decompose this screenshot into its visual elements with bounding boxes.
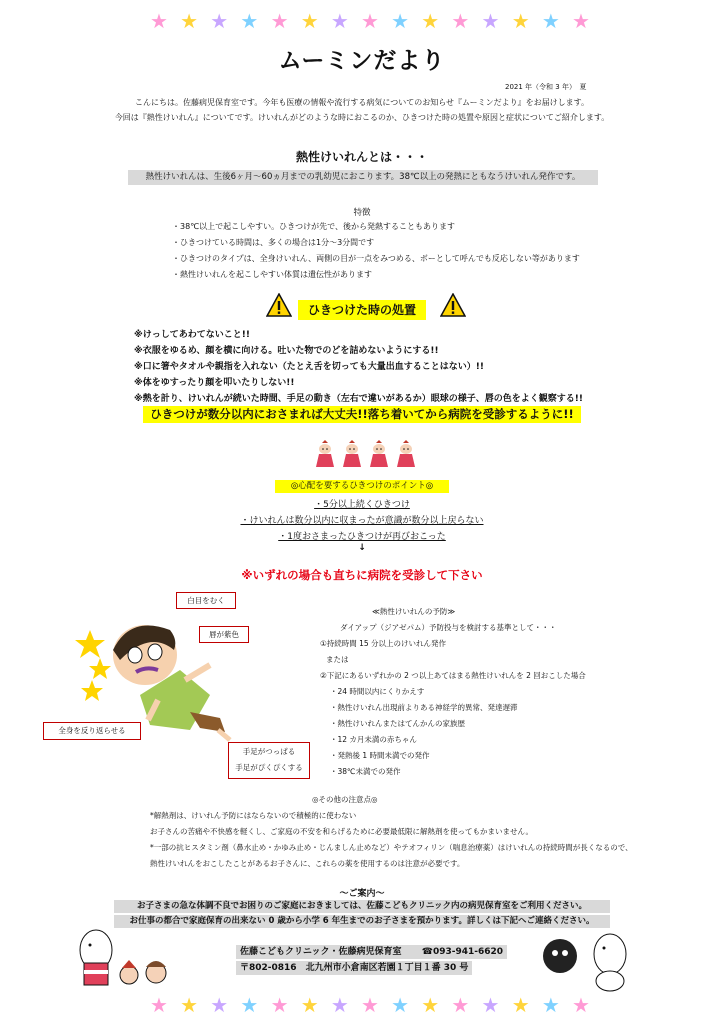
febrile-seizure-summary: 熱性けいれんは、生後6ヶ月～60ヵ月までの乳幼児におこります。38℃以上の発熱にともなうけいれん発作です。 xyxy=(128,170,598,185)
intro-line-1: こんにちは。佐藤病児保育室です。今年も医療の情報や流行する病気についてのお知らせ『ムーミンだより』をお届けします。 xyxy=(135,98,589,107)
star-icon: ★ xyxy=(270,993,289,1017)
star-icon: ★ xyxy=(541,993,560,1017)
phone-number: ☎093-941-6620 xyxy=(421,947,504,957)
little-my-illustration xyxy=(368,440,390,470)
prevention-or: または xyxy=(326,655,349,664)
feature-item: ・熱性けいれんを起こしやすい体質は遺伝性があります xyxy=(172,270,372,279)
star-icon: ★ xyxy=(330,993,349,1017)
star-icon: ★ xyxy=(571,9,590,33)
star-icon: ★ xyxy=(180,993,199,1017)
label-limbs xyxy=(228,742,310,779)
star-icon: ★ xyxy=(360,9,379,33)
star-icon: ★ xyxy=(481,9,500,33)
star-icon: ★ xyxy=(541,9,560,33)
warning-point: ・1度おさまったひきつけが再びおこった xyxy=(278,532,446,542)
prevention-list-item: ・熱性けいれんまたはてんかんの家族歴 xyxy=(330,719,465,728)
star-icon: ★ xyxy=(270,9,289,33)
star-icon: ★ xyxy=(451,993,470,1017)
urgent-visit-warning: ※いずれの場合も直ちに病院を受診して下さい xyxy=(241,568,483,582)
contact-name-phone xyxy=(236,945,507,959)
bottom-star-border xyxy=(150,994,590,1016)
star-icon: ★ xyxy=(421,9,440,33)
issue-date: 2021 年（令和 3 年） 夏 xyxy=(505,83,587,91)
star-icon: ★ xyxy=(210,9,229,33)
top-star-border xyxy=(150,10,590,32)
contact-address: 〒802-0816 北九州市小倉南区若園１丁目１番 30 号 xyxy=(236,961,472,975)
label-limbs-stiff: 手足がつっぱる xyxy=(242,747,296,756)
guide-line-1: お子さまの急な体調不良でお困りのご家庭におきましては、佐藤こどもクリニック内の病児保育室をご利用ください。 xyxy=(114,900,610,913)
star-icon: ★ xyxy=(210,993,229,1017)
features-title: 特徴 xyxy=(353,208,371,218)
first-aid-item: ※熱を計り、けいれんが続いた時間、手足の動き（左右で違いがあるか）眼球の様子、唇の色をよく観察する!! xyxy=(134,394,583,404)
first-aid-item: ※体をゆすったり顔を叩いたりしない!! xyxy=(134,378,295,388)
first-aid-item: ※衣服をゆるめ、顔を横に向ける。吐いた物でのどを詰めないようにする!! xyxy=(134,346,439,356)
star-icon: ★ xyxy=(511,993,530,1017)
star-icon: ★ xyxy=(511,9,530,33)
star-icon: ★ xyxy=(300,9,319,33)
first-aid-item: ※けっしてあわてないこと!! xyxy=(134,330,250,340)
feature-item: ・38℃以上で起こしやすい。ひきつけが先で、後から発熱することもあります xyxy=(172,222,456,231)
reassurance-highlight: ひきつけが数分以内におさまれば大丈夫!!落ち着いてから病院を受診するように!! xyxy=(143,406,581,423)
note-line: 熱性けいれんをおこしたことがあるお子さんに、これらの薬を使用するのは注意が必要です。 xyxy=(150,859,465,868)
prevention-list-item: ・12 カ月未満の赤ちゃん xyxy=(330,735,417,744)
feature-item: ・ひきつけている時間は、多くの場合は1分～3分間です xyxy=(172,238,375,247)
star-icon: ★ xyxy=(360,993,379,1017)
guide-title: ～ご案内～ xyxy=(339,889,385,899)
little-my-illustration xyxy=(314,440,336,470)
first-aid-item: ※口に箸やタオルや親指を入れない（たとえ舌を切っても大量出血することはない）!! xyxy=(134,362,484,372)
note-line: *解熱剤は、けいれん予防にはならないので積極的に使わない xyxy=(150,811,357,820)
warning-points-title: ◎心配を要するひきつけのポイント◎ xyxy=(275,480,449,493)
prevention-title: ≪熱性けいれんの予防≫ xyxy=(372,607,456,616)
label-limbs-twitch: 手足がぴくぴくする xyxy=(235,763,303,772)
guide-line-2: お仕事の都合で家庭保育の出来ない 0 歳から小学 6 年生までのお子さまを預かります。詳しくは下記へご連絡ください。 xyxy=(114,915,610,928)
down-arrow: ↓ xyxy=(358,543,366,553)
label-eyes: 白目をむく xyxy=(176,592,236,609)
star-icon: ★ xyxy=(300,993,319,1017)
warning-icon xyxy=(266,293,292,317)
clinic-name: 佐藤こどもクリニック・佐藤病児保育室 xyxy=(240,947,402,957)
note-line: お子さんの苦痛や不快感を軽くし、ご家庭の不安を和らげるために必要最低限に解熱剤を使ってもかまいません。 xyxy=(150,827,533,836)
prevention-list-item: ・発熱後 1 時間未満での発作 xyxy=(330,751,430,760)
prevention-list-item: ・38℃未満での発作 xyxy=(330,767,401,776)
note-line: *一部の抗ヒスタミン剤（鼻水止め・かゆみ止め・じんましん止めなど）やテオフィリン（喘息治療薬）はけいれんの持続時間が長くなるので、 xyxy=(150,843,633,852)
prevention-criterion-2: ②下記にあるいずれかの 2 つ以上あてはまる熱性けいれんを 2 回おこした場合 xyxy=(320,671,586,680)
star-icon: ★ xyxy=(240,9,259,33)
first-aid-heading: ひきつけた時の処置 xyxy=(298,300,426,320)
notes-title: ◎その他の注意点◎ xyxy=(312,795,378,804)
star-icon: ★ xyxy=(571,993,590,1017)
warning-point: ・5分以上続くひきつけ xyxy=(314,500,410,510)
warning-icon xyxy=(440,293,466,317)
prevention-subtitle: ダイアップ（ジアゼパム）予防投与を検討する基準として・・・ xyxy=(340,623,557,632)
star-icon: ★ xyxy=(481,993,500,1017)
prevention-list-item: ・熱性けいれん出現前よりある神経学的異常、発達遅滞 xyxy=(330,703,518,712)
star-icon: ★ xyxy=(150,993,168,1017)
section-heading-febrile-seizure: 熱性けいれんとは・・・ xyxy=(295,150,428,164)
prevention-list-item: ・24 時間以内にくりかえす xyxy=(330,687,425,696)
star-icon: ★ xyxy=(391,9,410,33)
star-icon: ★ xyxy=(150,9,168,33)
label-lips: 唇が紫色 xyxy=(199,626,249,643)
star-icon: ★ xyxy=(421,993,440,1017)
label-body-arch: 全身を反り返らせる xyxy=(43,722,141,740)
star-icon: ★ xyxy=(330,9,349,33)
little-my-illustration xyxy=(395,440,417,470)
star-icon: ★ xyxy=(180,9,199,33)
star-icon: ★ xyxy=(391,993,410,1017)
intro-line-2: 今回は『熱性けいれん』についてです。けいれんがどのような時におこるのか、ひきつけた時の処置や原因と症状についてご紹介します。 xyxy=(114,113,610,122)
little-my-illustration xyxy=(341,440,363,470)
feature-item: ・ひきつけのタイプは、全身けいれん、両側の目が一点をみつめる、ボーとして呼んでも反応しない等があります xyxy=(172,254,580,263)
stinky-and-moomin-illustration xyxy=(538,926,638,996)
star-icon: ★ xyxy=(451,9,470,33)
page-title: ムーミンだより xyxy=(278,48,446,74)
warning-point: ・けいれんは数分以内に収まったが意識が数分以上戻らない xyxy=(240,516,484,526)
prevention-criterion-1: ①持続時間 15 分以上のけいれん発作 xyxy=(320,639,447,648)
star-icon: ★ xyxy=(240,993,259,1017)
moomin-family-illustration xyxy=(74,925,174,995)
